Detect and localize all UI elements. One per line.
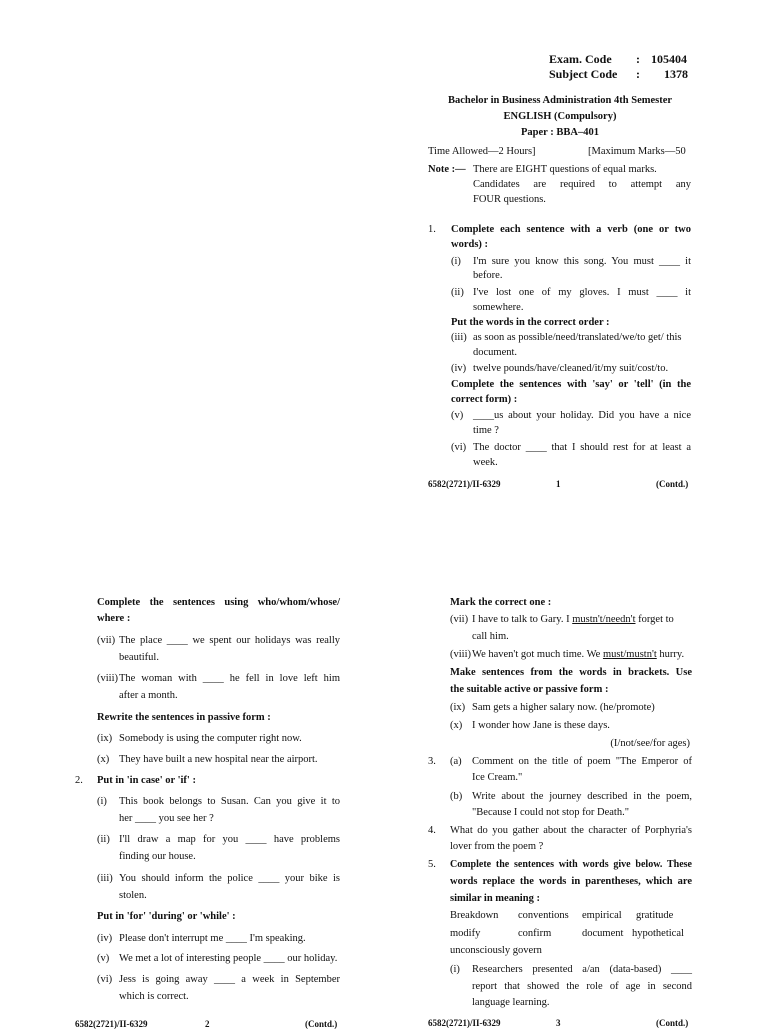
q1-ii-line-2: somewhere. [473,302,524,313]
q5i-line-3: language learning. [472,997,550,1008]
q1-v-line-1: ____us about your holiday. Did you have a nice [473,410,691,421]
q2-vi-line-2: which is correct. [119,991,189,1002]
page3-footer-code: 6582(2721)/II-6329 [428,1018,501,1028]
q2-v-line-1: We met a lot of interesting people ____ our holiday. [119,953,338,964]
q1-i-number: (i) [451,256,461,267]
q1-vi-line-1: The doctor ____ that I should rest for at least a [473,442,691,453]
q5-line-2: words replace the words in parentheses, which are [450,876,692,887]
q1-ii-line-1: I've lost one of my gloves. I must ____ it [473,287,691,298]
q1-i-line-1: I'm sure you know this song. You must ____ it [473,256,691,267]
p3-vii-line-2: call him. [472,631,509,642]
q2-number: 2. [75,775,83,786]
word-modify: modify [450,928,481,939]
subject-code-colon: : [636,67,640,81]
q1-number: 1. [428,224,436,235]
p2-x-line-1: They have built a new hospital near the airport. [119,754,318,765]
for-during-heading: Put in 'for' 'during' or 'while' : [97,911,236,922]
q4-number: 4. [428,825,436,836]
page2-footer-code: 6582(2721)/II-6329 [75,1019,148,1029]
q3a-line-2: Ice Cream." [472,772,523,783]
p3-vii-number: (vii) [450,614,469,625]
q3a-line-1: Comment on the title of poem "The Emperor of [472,756,692,767]
q2-iii-number: (iii) [97,873,113,884]
p2-x-number: (x) [97,754,110,765]
q2-iv-line-1: Please don't interrupt me ____ I'm speaking. [119,933,306,944]
who-heading-2: where : [97,613,131,624]
q1-ii-number: (ii) [451,287,464,298]
q4-line-2: lover from the poem ? [450,841,544,852]
page1-footer-code: 6582(2721)/II-6329 [428,479,501,489]
page3-footer-page: 3 [556,1018,561,1028]
exam-code-label: Exam. Code [549,52,612,66]
q3b-line-2: "Because I could not stop for Death." [472,807,629,818]
q1-line-2: words) : [451,239,489,250]
make-heading-2: the suitable active or passive form : [450,684,609,695]
word-conventions: conventions [518,910,569,921]
p2-ix-number: (ix) [97,733,113,744]
word-empirical: empirical [582,910,622,921]
exam-code-value: 105404 [651,52,687,66]
q2-iv-number: (iv) [97,933,113,944]
course-title: ENGLISH (Compulsory) [503,111,617,122]
q2-vi-number: (vi) [97,974,113,985]
word-breakdown: Breakdown [450,910,499,921]
q2-i-line-1: This book belongs to Susan. Can you give it to [119,796,340,807]
q1-iii-number: (iii) [451,332,467,343]
p2-ix-line-1: Somebody is using the computer right now. [119,733,302,744]
q3-number: 3. [428,756,436,767]
page2-footer-contd: (Contd.) [305,1019,338,1029]
q1-iii-line-2: document. [473,347,518,358]
q2-v-number: (v) [97,953,110,964]
say-tell-heading-1: Complete the sentences with 'say' or 'tell' (in the [451,379,691,390]
subject-code-label: Subject Code [549,67,618,81]
order-heading: Put the words in the correct order : [451,317,610,328]
q5i-line-1: Researchers presented a/an (data-based) ____ [472,964,692,975]
q1-vi-line-2: week. [473,457,498,468]
degree-title: Bachelor in Business Administration 4th Semester [447,95,673,106]
p3-viii-number: (viii) [450,649,471,660]
q3b-number: (b) [450,791,463,802]
q2-ii-line-1: I'll draw a map for you ____ have problems [119,834,340,845]
word-hypothetical: hypothetical [632,928,684,939]
q2-i-line-2: her ____ you see her ? [119,813,214,824]
q1-iv-line-1: twelve pounds/have/cleaned/it/my suit/cost/to. [473,363,669,374]
note-line-2: Candidates are required to attempt any [473,179,691,190]
page3-footer-contd: (Contd.) [656,1018,689,1028]
q2-i-number: (i) [97,796,107,807]
p3-ix-number: (ix) [450,702,466,713]
p3-x-line-2: (I/not/see/for ages) [610,738,690,749]
time-allowed: Time Allowed—2 Hours] [428,146,536,157]
exam-code-colon: : [636,52,640,66]
make-heading-1: Make sentences from the words in brackets. Use [450,667,692,678]
q2-ii-number: (ii) [97,834,110,845]
q2-vi-line-1: Jess is going away ____ a week in September [119,974,340,985]
p3-viii-line-1: We haven't got much time. We must/mustn't hurry. [472,649,685,660]
word-gratitude: gratitude [636,910,674,921]
passive-heading: Rewrite the sentences in passive form : [97,712,271,723]
page1-footer-contd: (Contd.) [656,479,689,489]
word-document: document [582,928,624,939]
q3a-number: (a) [450,756,462,767]
must-mustnt-choice: must/mustn't [602,649,657,660]
q1-i-line-2: before. [473,270,503,281]
note-line-1: There are EIGHT questions of equal marks. [473,164,657,175]
q2-heading: Put in 'in case' or 'if' : [97,775,196,786]
q5-number: 5. [428,859,436,870]
word-confirm: confirm [518,928,552,939]
p2-viii-line-2: after a month. [119,690,178,701]
q1-iv-number: (iv) [451,363,467,374]
note-line-3: FOUR questions. [473,194,546,205]
p3-x-number: (x) [450,720,463,731]
subject-code-value: 1378 [664,67,688,81]
page1-footer-page: 1 [556,479,561,489]
q5-line-1: Complete the sentences with words give below. These [450,859,692,870]
p2-viii-line-1: The woman with ____ he fell in love left him [119,673,340,684]
p3-ix-line-1: Sam gets a higher salary now. (he/promote) [472,702,655,713]
note-label: Note :— [428,164,466,175]
q5i-number: (i) [450,964,460,975]
p3-vii-line-1: I have to talk to Gary. I mustn't/needn't forget to [472,614,674,625]
p2-vii-line-2: beautiful. [119,652,159,663]
q1-v-line-2: time ? [473,425,499,436]
q5i-line-2: report that showed the role of age in second [472,981,692,992]
mustnt-neednt-choice: mustn't/needn't [572,614,636,625]
q5-line-3: similar in meaning : [450,893,540,904]
say-tell-heading-2: correct form) : [451,394,518,405]
q1-iii-line-1: as soon as possible/need/translated/we/to get/ this [473,332,682,343]
p2-vii-line-1: The place ____ we spent our holidays was really [119,635,340,646]
word-unconsciously-govern: unconsciously govern [450,945,542,956]
p2-viii-number: (viii) [97,673,118,684]
q2-ii-line-2: finding our house. [119,851,196,862]
q4-line-1: What do you gather about the character of Porphyria's [450,825,692,836]
q2-iii-line-2: stolen. [119,890,147,901]
p3-x-line-1: I wonder how Jane is these days. [472,720,610,731]
max-marks: [Maximum Marks—50 [588,146,686,157]
page2-footer-page: 2 [205,1019,210,1029]
mark-heading: Mark the correct one : [450,597,552,608]
q1-vi-number: (vi) [451,442,467,453]
q3b-line-1: Write about the journey described in the poem, [472,791,692,802]
q2-iii-line-1: You should inform the police ____ your bike is [119,873,340,884]
paper-title: Paper : BBA–401 [521,127,599,138]
p2-vii-number: (vii) [97,635,116,646]
who-heading-1: Complete the sentences using who/whom/whose/ [97,597,340,608]
q1-line-1: Complete each sentence with a verb (one or two [451,224,691,235]
q1-v-number: (v) [451,410,464,421]
